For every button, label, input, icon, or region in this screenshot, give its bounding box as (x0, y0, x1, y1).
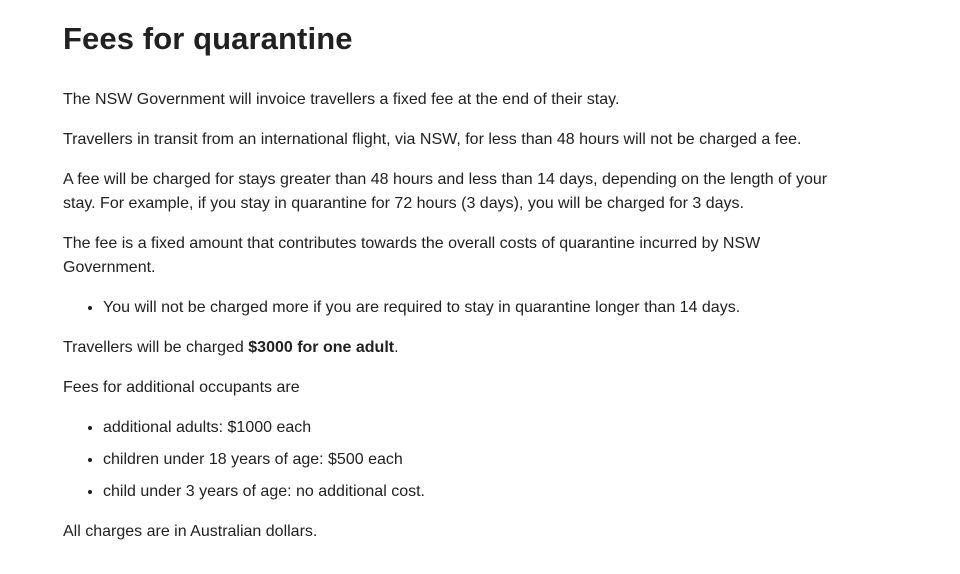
paragraph-length: A fee will be charged for stays greater than 48 hours and less than 14 days, depending on the length of your stay. For example, if you stay in quarantine for 72 hours (3 days), you will be charged for 3 days. (63, 171, 828, 212)
list-item: • You will not be charged more if you are required to stay in quarantine longer than 14 days. (103, 296, 833, 320)
paragraph-invoice: The NSW Government will invoice travellers a fixed fee at the end of their stay. (63, 91, 620, 108)
paragraph-transit: Travellers in transit from an international flight, via NSW, for less than 48 hours will not be charged a fee. (63, 131, 802, 148)
paragraph-currency: All charges are in Australian dollars. (63, 523, 318, 540)
list-item: • child under 3 years of age: no additional cost. (103, 480, 833, 504)
main-content (63, 0, 833, 544)
paragraph-adult-charge (63, 336, 833, 360)
adult-fee: $3000 for one adult (248, 339, 395, 356)
list-item: • children under 18 years of age: $500 each (103, 448, 833, 472)
fixed-fee-list (63, 296, 833, 320)
page-title: Fees for quarantine (63, 21, 353, 56)
paragraph-additional-intro: Fees for additional occupants are (63, 379, 300, 396)
additional-occupants-list (63, 416, 833, 504)
list-item: • additional adults: $1000 each (103, 416, 833, 440)
charge-suffix: . (394, 339, 399, 356)
paragraph-fixed-fee: The fee is a fixed amount that contributes towards the overall costs of quarantine incurred by NSW Government. (63, 235, 761, 276)
charge-prefix: Travellers will be charged (63, 339, 249, 356)
